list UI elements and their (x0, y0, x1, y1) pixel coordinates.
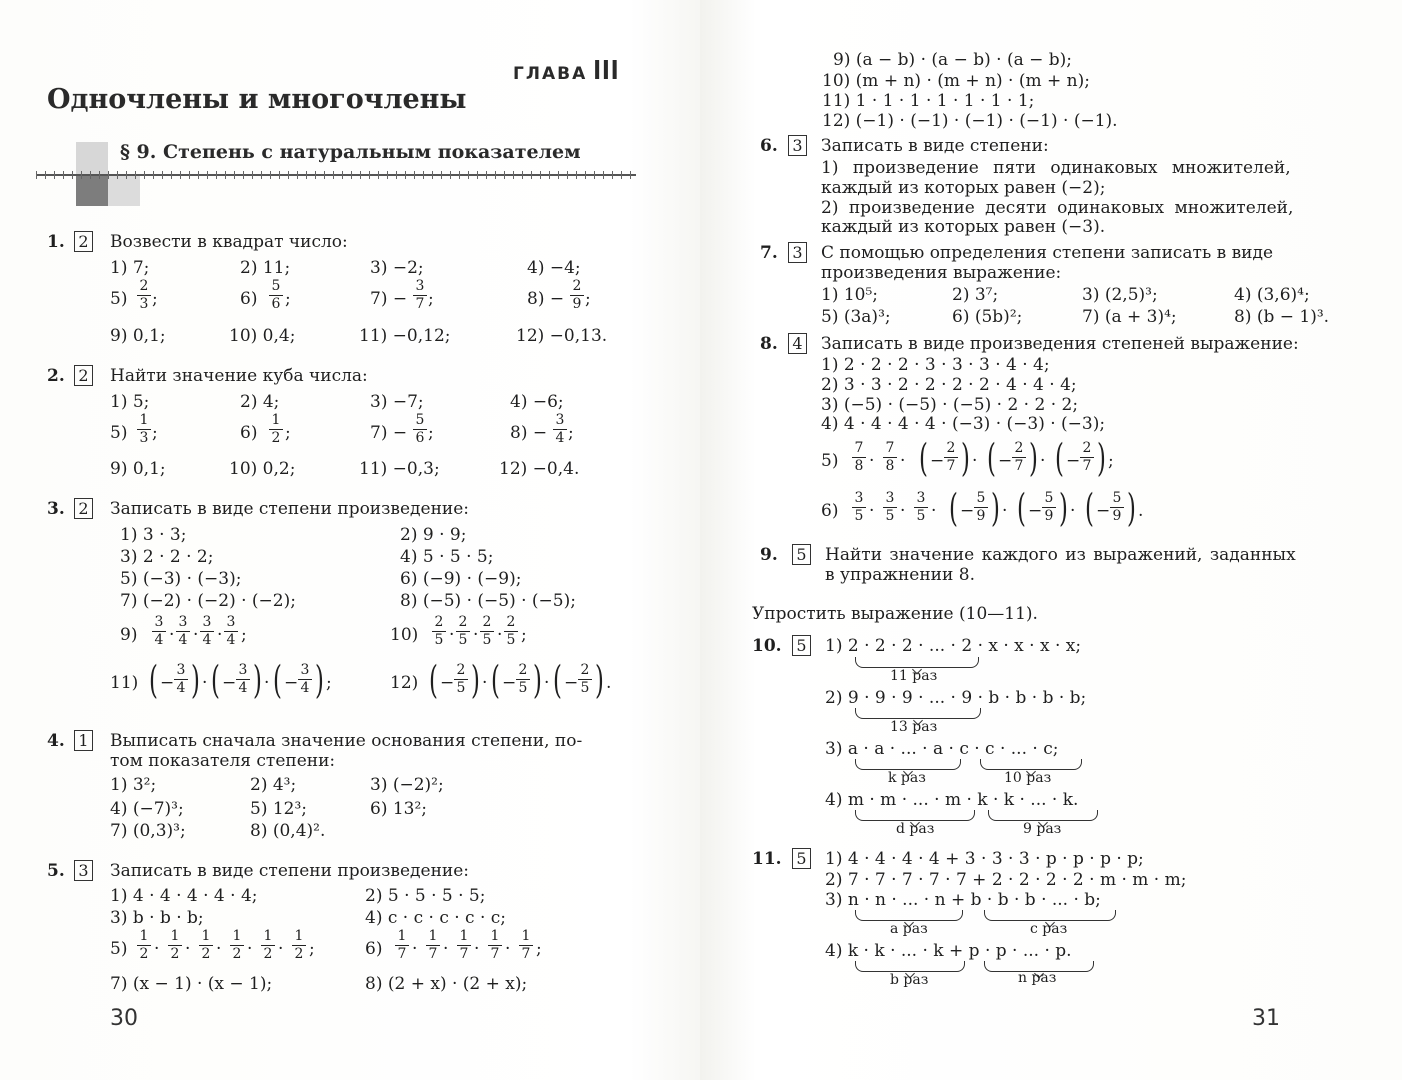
difficulty-level: 5 (792, 848, 811, 869)
difficulty-level: 5 (792, 544, 811, 565)
parenthesis: ( (272, 658, 282, 702)
item: 3) −7; (370, 392, 424, 412)
exercise-text: Записать в виде произведения степеней выражение: (821, 334, 1299, 354)
difficulty-level: 5 (792, 635, 811, 656)
parenthesis: ) (1058, 486, 1068, 530)
item: 1) 4 · 4 · 4 · 4 · 4; (110, 886, 258, 906)
operator: · (264, 673, 270, 693)
item: 8) (−5) · (−5) · (−5); (400, 591, 576, 611)
difficulty-level: 2 (74, 365, 93, 386)
item-label: 6) (365, 939, 383, 959)
difficulty-level: 3 (788, 135, 807, 156)
parenthesis: ( (490, 658, 500, 702)
operator: · (1002, 501, 1008, 521)
parenthesis: ( (210, 658, 220, 702)
operator: · (482, 673, 488, 693)
item: 4) m · m · ... · m · k · k · ... · k. (825, 790, 1079, 810)
operator: − (1028, 501, 1043, 521)
difficulty-level: 3 (788, 242, 807, 263)
operator: · (497, 625, 503, 645)
exercise-number: 4. (47, 731, 65, 751)
exercise-number: 6. (760, 136, 778, 156)
underbrace (855, 708, 981, 719)
item: 4) 5 · 5 · 5; (400, 547, 494, 567)
parenthesis: ( (148, 658, 158, 702)
chapter-label: ГЛАВА (513, 64, 588, 84)
difficulty-level: 2 (74, 231, 93, 252)
parenthesis: ( (552, 658, 562, 702)
fraction: 1 2 (269, 413, 283, 446)
operator: · (216, 939, 222, 959)
exercise-text: 2) произведение десяти одинаковых множителей, (821, 198, 1294, 218)
item: 9) 0,1; (110, 326, 166, 346)
exercise-number: 2. (47, 366, 65, 386)
item: 1) 2 · 2 · 2 · 3 · 3 · 3 · 4 · 4; (821, 355, 1050, 375)
fraction: 2 5 (454, 663, 468, 696)
item: 3) b · b · b; (110, 908, 204, 928)
chapter-heading (513, 54, 620, 86)
brace-label: 11 раз (890, 668, 938, 684)
item-label: 5) (110, 289, 128, 309)
fraction: 2 5 (504, 615, 518, 648)
operator: · (193, 625, 199, 645)
difficulty-level: 3 (74, 860, 93, 881)
fraction: 1 2 (292, 929, 306, 962)
item-label: 8) − (510, 423, 548, 443)
fraction: 3 4 (224, 615, 238, 648)
fraction: 3 4 (553, 413, 567, 446)
item: 10) (m + n) · (m + n) · (m + n); (822, 71, 1090, 91)
item: 7) (−2) · (−2) · (−2); (120, 591, 296, 611)
exercise-number: 8. (760, 334, 778, 354)
item: 11) −0,3; (359, 459, 440, 479)
parenthesis: ( (986, 436, 996, 480)
fraction: 3 4 (200, 615, 214, 648)
item: 12) (−1) · (−1) · (−1) · (−1) · (−1). (822, 111, 1118, 131)
item: 6) (−9) · (−9); (400, 569, 522, 589)
brace-label: n раз (1018, 970, 1057, 986)
item: 3) (2,5)³; (1082, 285, 1158, 305)
fraction: 7 8 (883, 441, 897, 474)
underbrace (988, 810, 1098, 821)
item: 9) (a − b) · (a − b) · (a − b); (833, 50, 1073, 70)
item: 4) (−7)³; (110, 799, 184, 819)
item: 5) 12³; (250, 799, 308, 819)
operator: . (1138, 501, 1144, 521)
section-title: § 9. Степень с натуральным показателем (120, 141, 581, 163)
operator: − (160, 673, 175, 693)
item: 5) (−3) · (−3); (120, 569, 242, 589)
fraction: 2 5 (578, 663, 592, 696)
operator: ; (309, 939, 315, 959)
exercise-text: Выписать сначала значение основания степени, по- (110, 731, 583, 751)
exercise-number: 5. (47, 861, 65, 881)
fraction: 3 5 (883, 491, 897, 524)
fraction: 3 4 (176, 615, 190, 648)
underbrace (855, 910, 963, 921)
brace-label: k раз (888, 770, 926, 786)
fraction: 3 5 (852, 491, 866, 524)
item: 4) (3,6)⁴; (1234, 285, 1310, 305)
page-number: 31 (1252, 1006, 1280, 1031)
parenthesis: ( (1016, 486, 1026, 530)
item: 1) 3²; (110, 775, 157, 795)
item: 2) 4³; (250, 775, 297, 795)
item: 7) (x − 1) · (x − 1); (110, 974, 273, 994)
exercise-number: 3. (47, 499, 65, 519)
exercise-text: Записать в виде степени произведение: (110, 861, 470, 881)
item: 8) (0,4)². (250, 821, 326, 841)
brace-label: 10 раз (1004, 770, 1052, 786)
parenthesis: ) (990, 486, 1000, 530)
item: 4) −4; (527, 258, 581, 278)
fraction: 1 7 (395, 929, 409, 962)
item: 3) −2; (370, 258, 424, 278)
parenthesis: ) (470, 658, 480, 702)
item: 1) 10⁵; (821, 285, 879, 305)
fraction: 2 5 (516, 663, 530, 696)
fraction: 5 9 (974, 491, 988, 524)
fraction: 3 7 (413, 279, 427, 312)
parenthesis: ) (190, 658, 200, 702)
exercise-number: 10. (752, 636, 782, 656)
operator: · (185, 939, 191, 959)
item: 12) −0,13. (516, 326, 608, 346)
operator: − (222, 673, 237, 693)
brace-label: 13 раз (890, 719, 938, 735)
parenthesis: ) (1126, 486, 1136, 530)
exercise-text: 1) произведение пяти одинаковых множителей, (821, 158, 1291, 178)
operator: ; (521, 625, 527, 645)
fraction: 1 7 (457, 929, 471, 962)
brace-label: b раз (890, 972, 929, 988)
fraction: 1 2 (199, 929, 213, 962)
item: 10) 0,4; (229, 326, 296, 346)
exercise-text: произведения выражение: (821, 263, 1062, 283)
fraction: 1 2 (261, 929, 275, 962)
subheading: Упростить выражение (10—11). (752, 604, 1038, 624)
parenthesis: ( (1084, 486, 1094, 530)
item-label: 7) − (370, 423, 408, 443)
item-label: 6) (240, 423, 258, 443)
item-label: 12) (390, 673, 419, 693)
item: 2) 4; (240, 392, 280, 412)
operator: · (900, 451, 906, 471)
parenthesis: ) (594, 658, 604, 702)
item: 4) c · c · c · c · c; (365, 908, 507, 928)
exercise-text: каждый из которых равен (−3). (821, 217, 1106, 237)
fraction: 2 3 (137, 279, 151, 312)
item: 3) (−2)²; (370, 775, 444, 795)
exercise-number: 11. (752, 849, 782, 869)
operator: − (1066, 451, 1081, 471)
underbrace (855, 759, 961, 770)
item: 1) 5; (110, 392, 150, 412)
operator: − (564, 673, 579, 693)
fraction: 1 7 (519, 929, 533, 962)
item: 2) 3 · 3 · 2 · 2 · 2 · 2 · 4 · 4 · 4; (821, 375, 1077, 395)
operator: · (1040, 451, 1046, 471)
item: 8) (b − 1)³. (1234, 307, 1330, 327)
left-page: ГЛАВА III Одночлены и многочлены § 9. Степень с натуральным показателем 1. 2 Возвести в квадрат число: 1) 7; 2) 11; 3) −2; 4) −4; 5) 2 3 ; 6) 5 6 ; 7) − 3 7 ; 8) − 2 9 ; 9) 0,1; 10) 0,4; 11) −0,12; 12) −0,13. 2. 2 Найти значение куба числа: 1) 5; 2) 4; 3) −7; 4) −6; 5) 1 3 ; 6) 1 2 ; 7) − 5 6 ; 8) − 3 4 ; 9) 0,1; 10) 0,2; 11) −0,3; 12) −0,4. 3. 2 Записать в виде степени произведение: 1) 3 · 3; 2) 9 · 9; 3) 2 · 2 · 2; 4) 5 · 5 · 5; 5) (−3) · (−3); 6) (−9) · (−9); 7) (−2) · (−2) · (−2); 8) (−5) · (−5) · (−5); 9) 10) 11) 12) 4. 1 Выписать сначала значение основания степени, по- том показателя степени: 1) 3²; 2) 4³; 3) (−2)²; 4) (−7)³; 5) 12³; 6) 13²; 7) (0,3)³; 8) (0,4)². 5. 3 Записать в виде степени произведение: 1) 4 · 4 · 4 · 4 · 4; 2) 5 · 5 · 5 · 5; 3) b · b · b; 4) c · c · c · c · c; 5) 6) 7) (x − 1) · (x − 1); 8) (2 + x) · (2 + x); 30 3 4 · 3 4 · 3 4 · 3 4 ; 2 5 · 2 5 · 2 5 · 2 5 ; ( − 3 4 ) · ( − 3 4 ) · ( − 3 4 ) ; ( − 2 5 ) · ( − 2 5 ) · ( − 2 5 ) . 1 2 · 1 2 · 1 2 · 1 2 · 1 2 · 1 2 ; 1 7 · 1 7 · 1 7 · 1 7 · 1 7 ; (0, 0, 700, 1080)
brace-label: 9 раз (1023, 821, 1062, 837)
operator: · (972, 451, 978, 471)
exercise-text: Найти значение куба числа: (110, 366, 368, 386)
item: 2) 3⁷; (952, 285, 999, 305)
fraction: 1 2 (168, 929, 182, 962)
item: 7) (a + 3)⁴; (1082, 307, 1177, 327)
item: 4) −6; (510, 392, 564, 412)
operator: − (502, 673, 517, 693)
fraction: 2 7 (1012, 441, 1026, 474)
operator: · (202, 673, 208, 693)
fraction: 2 7 (1080, 441, 1094, 474)
exercise-text: Возвести в квадрат число: (110, 232, 348, 252)
exercise-text: том показателя степени: (110, 751, 336, 771)
item-label: 9) (120, 625, 138, 645)
item: 5) (3a)³; (821, 307, 891, 327)
fraction: 1 2 (137, 929, 151, 962)
item: 4) k · k · ... · k + p · p · ... · p. (825, 941, 1072, 961)
parenthesis: ( (1054, 436, 1064, 480)
item: 7) (0,3)³; (110, 821, 186, 841)
item-label: 6) (240, 289, 258, 309)
exercise-text: Записать в виде степени произведение: (110, 499, 470, 519)
item: 6) 13²; (370, 799, 428, 819)
exercise-text: каждый из которых равен (−2); (821, 178, 1106, 198)
underbrace (855, 657, 979, 668)
brace-label: d раз (896, 821, 935, 837)
item-label: 11) (110, 673, 139, 693)
item: 3) n · n · ... · n + b · b · b · ... · b; (825, 890, 1101, 910)
operator: − (284, 673, 299, 693)
operator: − (930, 451, 945, 471)
item: 8) (2 + x) · (2 + x); (365, 974, 528, 994)
underbrace (980, 759, 1082, 770)
exercise-text: Записать в виде степени: (821, 136, 1049, 156)
underbrace (855, 810, 975, 821)
operator: · (931, 501, 937, 521)
exercise-number: 7. (760, 243, 778, 263)
fraction: 2 5 (432, 615, 446, 648)
exercise-text: Найти значение каждого из выражений, заданных (825, 545, 1296, 565)
exercise-text: в упражнении 8. (825, 565, 975, 585)
item-label: 8) − (527, 289, 565, 309)
fraction: 7 8 (852, 441, 866, 474)
item: 11) −0,12; (359, 326, 451, 346)
item: 2) 11; (240, 258, 291, 278)
fraction: 3 5 (914, 491, 928, 524)
item: 1) 2 · 2 · 2 · ... · 2 · x · x · x · x; (825, 636, 1082, 656)
exercise-number: 9. (760, 545, 778, 565)
item: 1) 3 · 3; (120, 525, 187, 545)
operator: · (869, 501, 875, 521)
underbrace (984, 910, 1116, 921)
item-label: 7) − (370, 289, 408, 309)
operator: · (505, 939, 511, 959)
item: 9) 0,1; (110, 459, 166, 479)
operator: ; (1108, 451, 1114, 471)
parenthesis: ) (314, 658, 324, 702)
item-label: 5) (110, 423, 128, 443)
fraction: 3 4 (298, 663, 312, 696)
page-number: 30 (110, 1006, 138, 1031)
exercise-text: С помощью определения степени записать в виде (821, 243, 1274, 263)
section-ruler (36, 174, 636, 176)
operator: · (474, 939, 480, 959)
item: 2) 7 · 7 · 7 · 7 · 7 + 2 · 2 · 2 · 2 · m · m · m; (825, 870, 1187, 890)
item-label: 6) (821, 501, 839, 521)
operator: · (247, 939, 253, 959)
brace-label: a раз (890, 921, 928, 937)
fraction: 2 5 (480, 615, 494, 648)
operator: · (443, 939, 449, 959)
item: 12) −0,4. (499, 459, 580, 479)
operator: · (544, 673, 550, 693)
parenthesis: ( (918, 436, 928, 480)
item: 3) a · a · ... · a · c · c · ... · c; (825, 739, 1059, 759)
operator: − (440, 673, 455, 693)
operator: · (169, 625, 175, 645)
item-label: 10) (390, 625, 419, 645)
operator: · (154, 939, 160, 959)
operator: − (1096, 501, 1111, 521)
operator: ; (326, 673, 332, 693)
parenthesis: ) (1028, 436, 1038, 480)
parenthesis: ) (960, 436, 970, 480)
operator: · (869, 451, 875, 471)
operator: − (960, 501, 975, 521)
fraction: 3 4 (236, 663, 250, 696)
operator: · (217, 625, 223, 645)
operator: ; (536, 939, 542, 959)
fraction: 5 6 (413, 413, 427, 446)
item-label: 5) (821, 451, 839, 471)
parenthesis: ) (532, 658, 542, 702)
item: 1) 4 · 4 · 4 · 4 + 3 · 3 · 3 · p · p · p · p; (825, 849, 1144, 869)
operator: ; (241, 625, 247, 645)
parenthesis: ( (948, 486, 958, 530)
chapter-number: III (593, 54, 620, 85)
brace-label: c раз (1030, 921, 1068, 937)
item: 2) 9 · 9; (400, 525, 467, 545)
item: 2) 5 · 5 · 5 · 5; (365, 886, 486, 906)
fraction: 5 6 (269, 279, 283, 312)
operator: · (412, 939, 418, 959)
parenthesis: ( (428, 658, 438, 702)
operator: · (449, 625, 455, 645)
difficulty-level: 1 (74, 730, 93, 751)
operator: . (606, 673, 612, 693)
chapter-title: Одночлены и многочлены (47, 84, 467, 115)
operator: · (1070, 501, 1076, 521)
fraction: 1 2 (230, 929, 244, 962)
item: 11) 1 · 1 · 1 · 1 · 1 · 1 · 1; (822, 91, 1035, 111)
difficulty-level: 2 (74, 498, 93, 519)
fraction: 2 9 (570, 279, 584, 312)
fraction: 1 7 (426, 929, 440, 962)
fraction: 3 4 (152, 615, 166, 648)
difficulty-level: 4 (788, 333, 807, 354)
fraction: 5 9 (1110, 491, 1124, 524)
parenthesis: ) (252, 658, 262, 702)
operator: · (473, 625, 479, 645)
fraction: 3 4 (174, 663, 188, 696)
fraction: 2 7 (944, 441, 958, 474)
item: 10) 0,2; (229, 459, 296, 479)
section-marker-light (76, 142, 108, 174)
underbrace (855, 961, 965, 972)
exercise-number: 1. (47, 232, 65, 252)
fraction: 2 5 (456, 615, 470, 648)
operator: − (998, 451, 1013, 471)
operator: · (278, 939, 284, 959)
right-page (700, 0, 1402, 1080)
operator: · (900, 501, 906, 521)
item: 1) 7; (110, 258, 150, 278)
item: 3) 2 · 2 · 2; (120, 547, 214, 567)
fraction: 5 9 (1042, 491, 1056, 524)
fraction: 1 7 (488, 929, 502, 962)
fraction: 1 3 (137, 413, 151, 446)
parenthesis: ) (1096, 436, 1106, 480)
item: 6) (5b)²; (952, 307, 1023, 327)
item: 2) 9 · 9 · 9 · ... · 9 · b · b · b · b; (825, 688, 1087, 708)
item-label: 5) (110, 939, 128, 959)
item: 4) 4 · 4 · 4 · 4 · (−3) · (−3) · (−3); (821, 414, 1106, 434)
item: 3) (−5) · (−5) · (−5) · 2 · 2 · 2; (821, 395, 1079, 415)
